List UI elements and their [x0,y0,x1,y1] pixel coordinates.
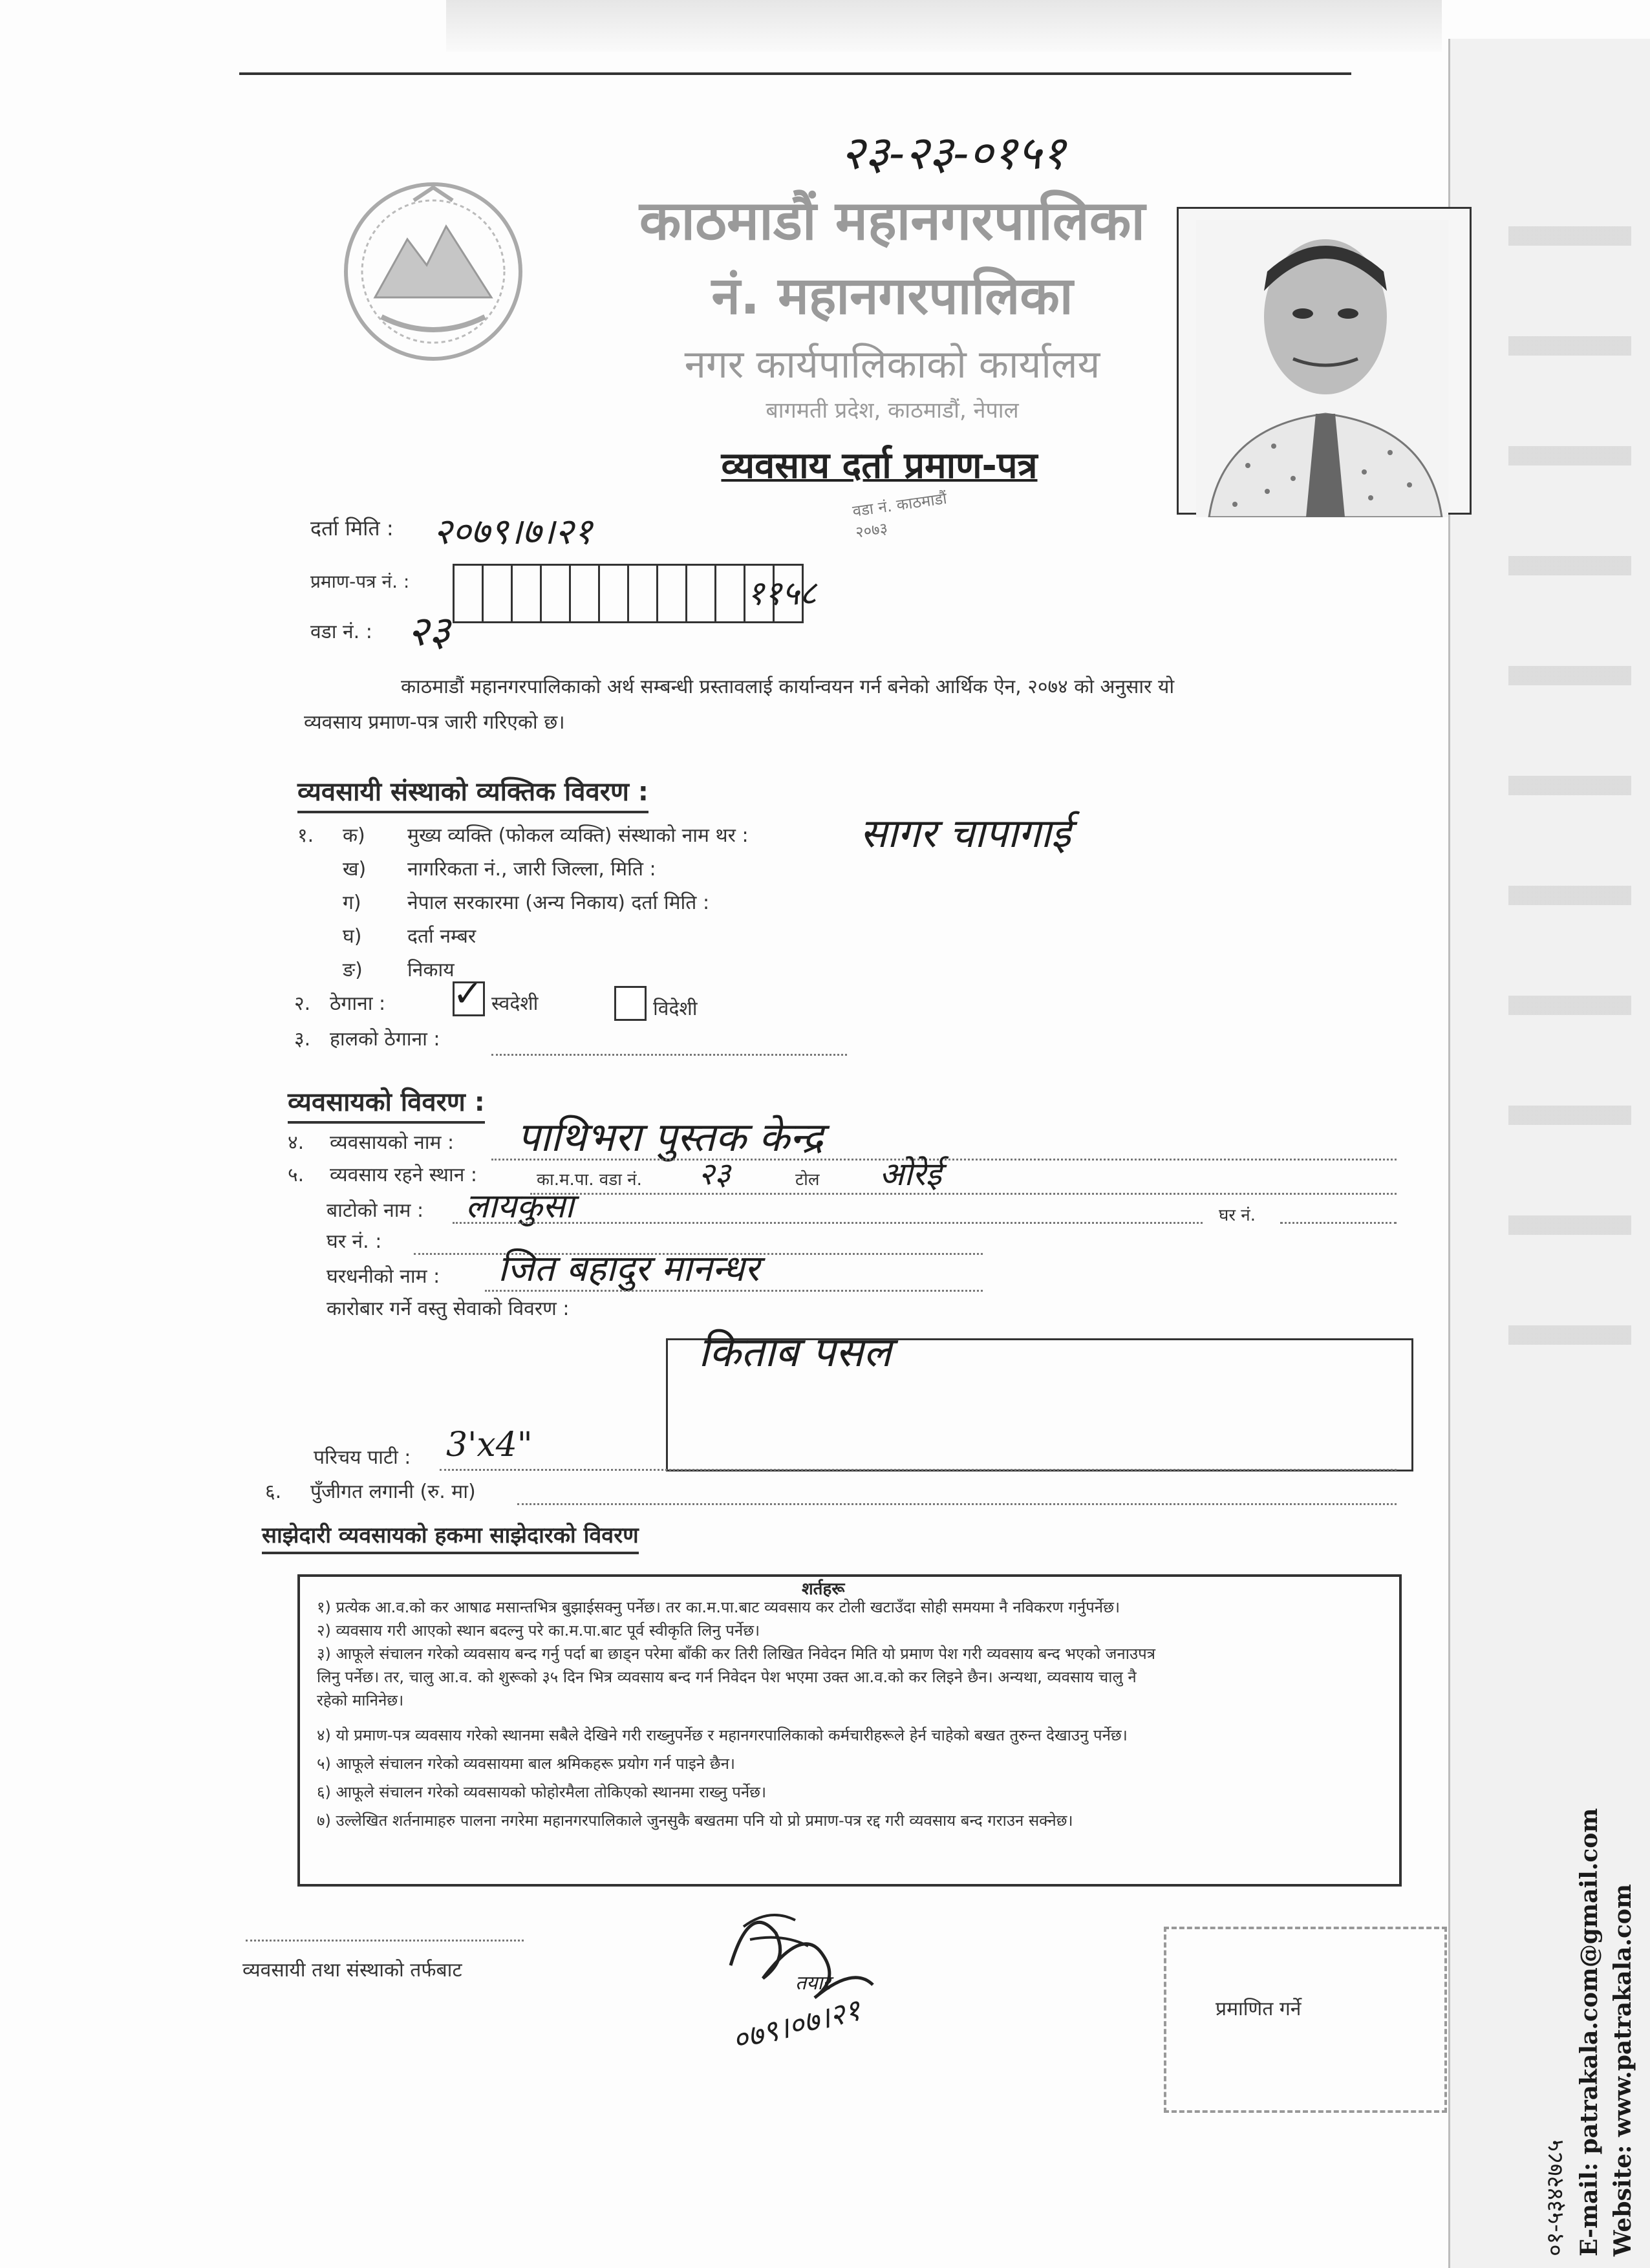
term-7: ७) उल्लेखित शर्तनामाहरु पालना नगरेमा महानगरपालिकाले जुनसुकै बखतमा पनि यो प्रो प्रमाण-पत्र रद्द गरी व्यवसाय बन्द गराउन सक्नेछ। [317,1812,1073,1830]
certified-label: प्रमाणित गर्ने [1216,1998,1302,2020]
certificate-no-value: ११५८ [747,574,817,613]
item-1c-key: ग) [343,892,361,914]
street-line [453,1222,1203,1224]
prepared-label: तयार [795,1972,831,1995]
capital-label: पुँजीगत लगानी (रु. मा) [310,1481,476,1503]
phone-text: ०१-५३४२७८५ [1542,2139,1569,2256]
item-1-number: १. [297,824,314,847]
certificate-title: व्यवसाय दर्ता प्रमाण-पत्र [721,445,1038,487]
right-margin-contact [1539,1739,1642,2256]
owner-line [485,1290,983,1292]
owner-value: जित बहादुर मानन्धर [498,1248,760,1290]
current-address-line [491,1054,847,1056]
term-3-line-1: ३) आफूले संचालन गरेको व्यवसाय बन्द गर्नु पर्दा बा छाड्न परेमा बाँकी कर तिरी लिखित निवेदन मिति यो प्रमाण पेश गरी व्यवसाय बन्द भएको जनाउपत्र [317,1645,1155,1663]
service-value: किताब पसल [698,1329,892,1376]
location-mid-label: का.म.पा. वडा नं. [537,1170,642,1190]
business-name-value: पाथिभरा पुस्तक केन्द्र [517,1113,824,1161]
item-1a-key: क) [343,824,365,847]
certification-stamp [1164,1927,1447,2113]
business-name-line [491,1159,1397,1161]
house-no-label: घर नं. : [327,1230,382,1253]
top-rule [239,72,1351,75]
item-1b-key: ख) [343,858,367,881]
term-6: ६) आफूले संचालन गरेको व्यवसायको फोहोरमैला तोकिएको स्थानमा राख्नु पर्नेछ। [317,1783,767,1801]
house-no-right-line [1280,1222,1397,1224]
certificate-no-label: प्रमाण-पत्र नं. : [310,571,410,592]
term-1: १) प्रत्येक आ.व.को कर आषाढ मसान्तभित्र बुझाईसक्नु पर्नेछ। तर का.म.पा.बाट व्यवसाय कर टोली खटाउँदा सोही समयमा नै नविकरण गर्नुपर्नेछ। [317,1598,1120,1616]
header-line-4: बागमती प्रदेश, काठमाडौं, नेपाल [766,398,1019,423]
foreign-checkbox[interactable] [614,986,647,1021]
terms-title: शर्तहरू [802,1579,845,1599]
street-label: बाटोको नाम : [327,1199,424,1222]
term-2: २) व्यवसाय गरी आएको स्थान बदल्नु परे का.म.पा.बाट पूर्व स्वीकृति लिनु पर्नेछ। [317,1621,760,1640]
term-4: ४) यो प्रमाण-पत्र व्यवसाय गरेको स्थानमा सबैले देखिने गरी राख्नुपर्नेछ र महानगरपालिकाको कर्मचारीहरूले हेर्न चाहेको बखत तुरुन्त देखाउनु पर्नेछ। [317,1726,1128,1744]
term-3-line-3: रहेको मानिनेछ। [317,1691,404,1709]
item-1a-label: मुख्य व्यक्ति (फोकल व्यक्ति) संस्थाको नाम थर : [407,824,749,847]
location-line [530,1193,1397,1195]
domestic-option-label: स्वदेशी [491,992,539,1015]
item-4-number: ४. [288,1131,305,1154]
address-label: ठेगाना : [330,992,386,1015]
item-1c-label: नेपाल सरकारमा (अन्य निकाय) दर्ता मिति : [407,892,710,914]
term-5: ५) आफूले संचालन गरेको व्यवसायमा बाल श्रमिकहरू प्रयोग गर्न पाइने छैन। [317,1755,735,1773]
street-value: लायकुसा [466,1187,574,1226]
item-1d-key: घ) [343,925,362,948]
domestic-check-mark: ✓ [453,973,483,1015]
item-1e-label: निकाय [407,959,455,981]
signboard-value: 3'x4" [446,1426,533,1464]
business-name-label: व्यवसायको नाम : [330,1131,455,1154]
current-address-label: हालको ठेगाना : [330,1028,440,1051]
item-3-number: ३. [294,1028,311,1051]
email-text: E-mail: patrakala.com@gmail.com [1576,1808,1603,2256]
signboard-label: परिचय पाटी : [314,1446,411,1469]
tole-value: ओरेई [879,1155,942,1193]
header-line-2: नं. महानगरपालिका [711,266,1073,326]
capital-line [517,1503,1397,1505]
house-no-right-label: घर नं. [1219,1206,1256,1225]
left-signature-label: व्यवसायी तथा संस्थाको तर्फबाट [242,1959,462,1982]
owner-label: घरधनीको नाम : [327,1265,440,1288]
office-stamp-text: वडा नं. काठमाडौं २०७३ [851,489,948,542]
item-2-number: २. [294,992,311,1015]
ward-no-label: वडा नं. : [310,621,372,643]
signature-date: ०७९।०७।२१ [728,1992,864,2058]
foreign-option-label: विदेशी [653,998,698,1020]
left-signature-line [246,1940,524,1942]
registration-date-value: २०७९।७।२१ [433,511,593,553]
section-personal-title: व्यवसायी संस्थाको व्यक्तिक विवरण : [297,773,648,813]
applicant-photo [1196,220,1448,517]
header-line-1: काठमाडौं महानगरपालिका [639,189,1146,252]
focal-person-name: सागर चापागाई [860,809,1071,857]
intro-text-line-1: काठमाडौं महानगरपालिकाको अर्थ सम्बन्धी प्रस्तावलाई कार्यान्वयन गर्न बनेको आर्थिक ऐन, २०७४ को अनुसार यो [401,676,1175,698]
term-3-line-2: लिनु पर्नेछ। तर, चालु आ.व. को शुरूको ३५ दिन भित्र व्यवसाय बन्द गर्न निवेदन पेश भएमा उक्त आ.व.को कर लिइने छैन। अन्यथा, व्यवसाय चालु नै [317,1668,1137,1686]
website-text: Website: www.patrakala.com [1609,1884,1636,2256]
header-line-3: नगर कार्यपालिकाको कार्यालय [684,342,1100,387]
registration-date-label: दर्ता मिति : [310,516,394,540]
item-1b-label: नागरिकता नं., जारी जिल्ला, मिति : [407,858,656,881]
item-5-number: ५. [288,1164,305,1186]
section-business-title: व्यवसायको विवरण : [288,1083,485,1124]
nepal-emblem-icon [336,175,530,369]
service-label: कारोबार गर्ने वस्तु सेवाको विवरण : [327,1298,570,1320]
location-label: व्यवसाय रहने स्थान : [330,1164,478,1186]
item-1d-label: दर्ता नम्बर [407,925,477,948]
top-paper-edge [446,0,1442,52]
signboard-line [440,1469,1397,1471]
tole-label: टोल [795,1170,820,1190]
reference-number: २३-२३-०१५१ [841,125,1066,180]
item-1e-key: ङ) [343,959,363,981]
section-partners-title: साझेदारी व्यवसायको हकमा साझेदारको विवरण [262,1519,639,1554]
ward-no-value: २३ [407,608,451,656]
intro-text-line-2: व्यवसाय प्रमाण-पत्र जारी गरिएको छ। [304,711,565,734]
location-ward-value: २३ [698,1156,731,1192]
item-6-number: ६. [265,1481,282,1503]
